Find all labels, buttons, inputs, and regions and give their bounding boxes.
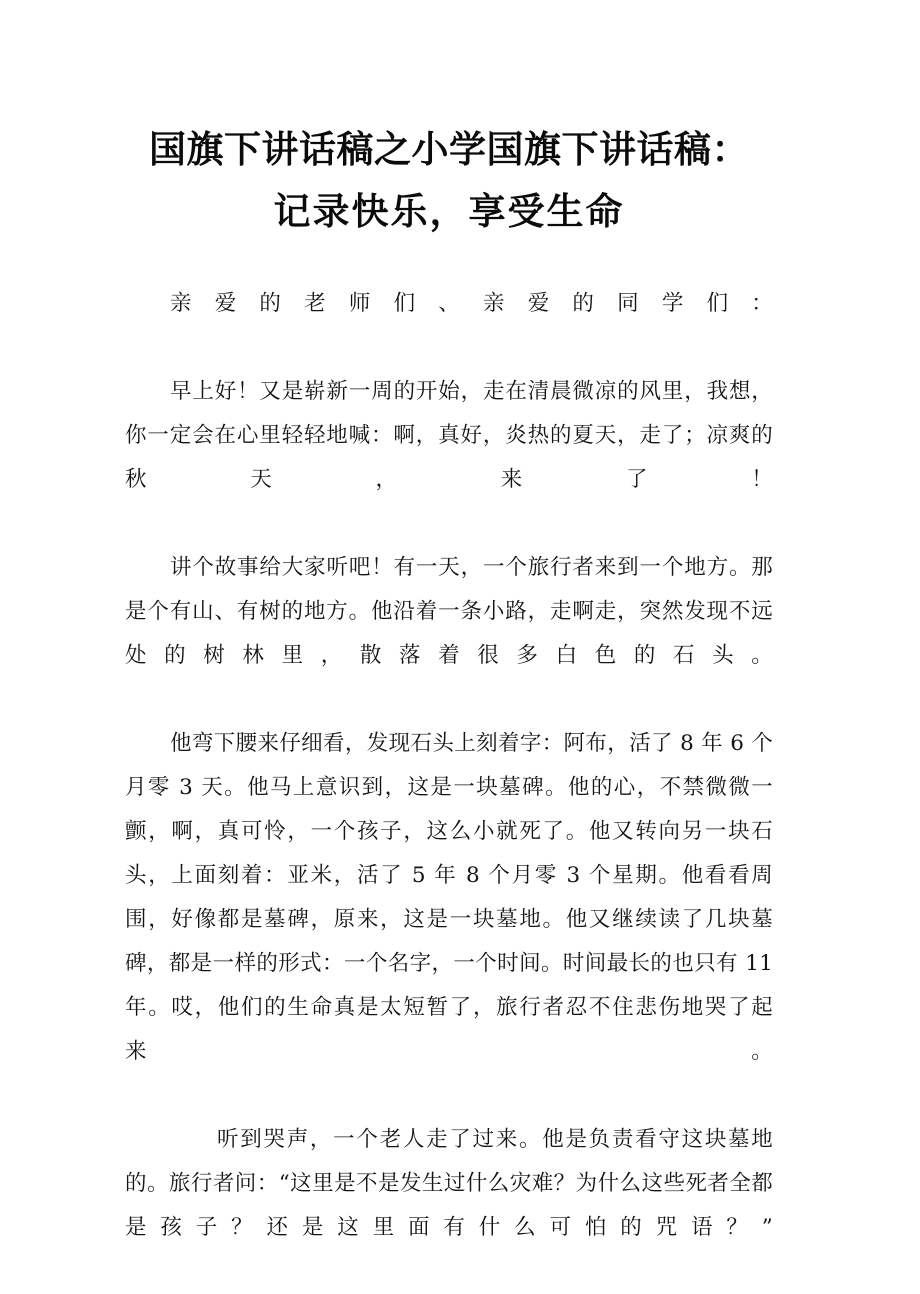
paragraph-old-man: 听到哭声，一个老人走了过来。他是负责看守这块墓地的。旅行者问：“这里是不是发生过什么灾难？为什么这些死者全都是孩子？还是这里面有什么可怕的咒语？” (125, 1127, 773, 1240)
paragraph-greeting: 早上好！又是崭新一周的开始，走在清晨微凉的风里，我想，你一定会在心里轻轻地喊：啊，真好，炎热的夏天，走了；凉爽的秋天，来了！ (125, 379, 773, 492)
document-body (125, 0, 773, 1294)
paragraph-list (125, 282, 773, 1294)
paragraph-story-intro: 讲个故事给大家听吧！有一天，一个旅行者来到一个地方。那是个有山、有树的地方。他沿着一条小路，走啊走，突然发现不远处的树林里，散落着很多白色的石头。 (125, 555, 773, 668)
paragraph-salutation: 亲爱的老师们、亲爱的同学们： (170, 291, 773, 316)
title-line-1: 国旗下讲话稿之小学国旗下讲话稿： (149, 127, 749, 171)
paragraph-gravestones: 他弯下腰来仔细看，发现石头上刻着字：阿布，活了 8 年 6 个月零 3 天。他马上意识到，这是一块墓碑。他的心，不禁微微一颤，啊，真可怜，一个孩子，这么小就死了。他又转向另一块石头，上面刻着：亚米，活了 5 年 8 个月零 3 个星期。他看看周围，好像都是墓碑，原来，这是一块墓地。他又继续读了几块墓碑，都是一样的形式：一个名字，一个时间。时间最长的也只有 11 年。哎，他们的生命真是太短暂了，旅行者忍不住悲伤地哭了起来。 (125, 731, 773, 1064)
title-line-2: 记录快乐，享受生命 (273, 189, 625, 233)
page-title (125, 0, 773, 242)
